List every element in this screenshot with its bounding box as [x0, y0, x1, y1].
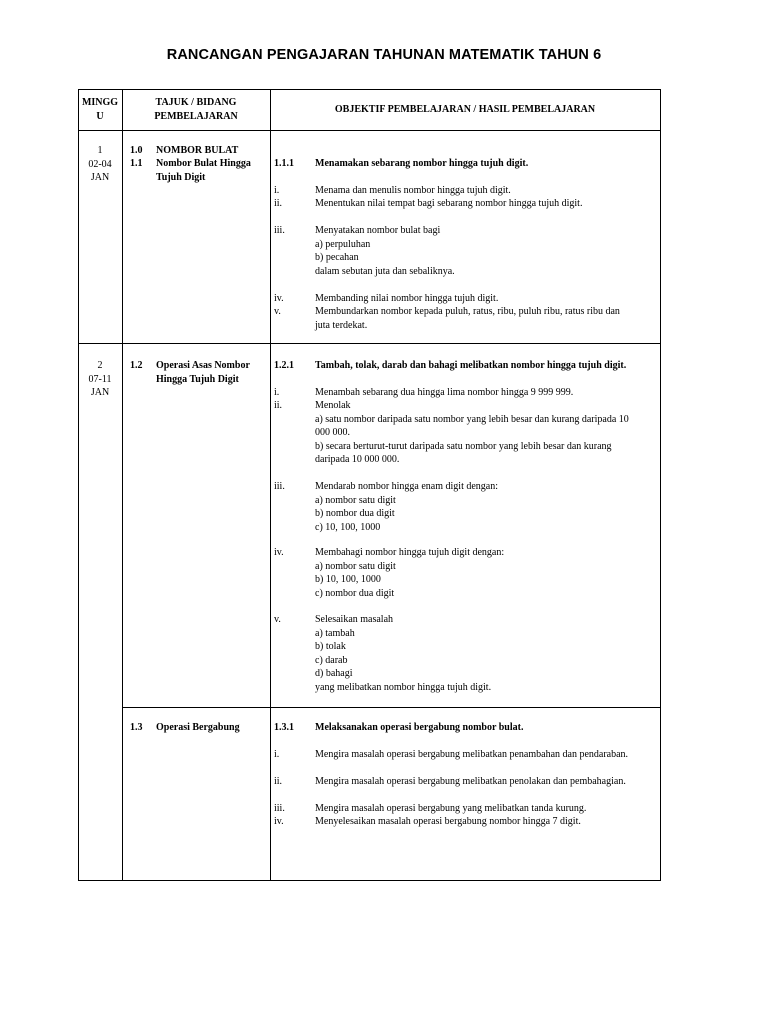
item-text: Mengira masalah operasi bergabung melibatkan penolakan dan pembahagian.	[315, 776, 626, 787]
item-text: Selesaikan masalah a) tambah b) tolak c) darab d) bahagi yang melibatkan nombor hingga tujuh digit.	[315, 614, 492, 693]
item-text: Membanding nilai nombor hingga tujuh digit.	[315, 293, 499, 304]
item-mark: iii.	[274, 481, 285, 492]
row-divider	[79, 343, 660, 344]
item-mark: i.	[274, 387, 280, 398]
topic-code: 1.2	[130, 360, 143, 371]
objective-code: 1.2.1	[274, 360, 294, 371]
topic-code: 1.3	[130, 722, 143, 733]
topic-title: Operasi Asas Nombor Hingga Tujuh Digit	[156, 360, 250, 385]
item-text: Membahagi nombor hingga tujuh digit dengan: a) nombor satu digit b) 10, 100, 1000 c) nombor dua digit	[315, 547, 505, 599]
item-mark: ii.	[274, 400, 283, 411]
item-text: Membundarkan nombor kepada puluh, ratus, ribu, puluh ribu, ratus ribu dan juta terdekat.	[315, 306, 620, 331]
item-text: Menyatakan nombor bulat bagi a) perpuluhan b) pecahan dalam sebutan juta dan sebaliknya.	[315, 225, 455, 277]
objective-title: Melaksanakan operasi bergabung nombor bulat.	[315, 722, 524, 733]
objective-title: Tambah, tolak, darab dan bahagi melibatkan nombor hingga tujuh digit.	[315, 360, 627, 371]
item-text: Mendarab nombor hingga enam digit dengan: a) nombor satu digit b) nombor dua digit c) 10, 100, 1000	[315, 481, 499, 533]
header-objektif: OBJEKTIF PEMBELAJARAN / HASIL PEMBELAJARAN	[334, 104, 596, 115]
objective-code: 1.3.1	[274, 722, 294, 733]
header-minggu: MINGG U	[81, 97, 119, 122]
topic-main-title: NOMBOR BULAT	[156, 145, 239, 156]
item-mark: v.	[274, 306, 281, 317]
item-text: Menentukan nilai tempat bagi sebarang nombor hingga tujuh digit.	[315, 198, 583, 209]
item-mark: iv.	[274, 816, 284, 827]
item-mark: ii.	[274, 776, 283, 787]
item-mark: v.	[274, 614, 281, 625]
item-text: Mengira masalah operasi bergabung melibatkan penambahan dan pendaraban.	[315, 749, 629, 760]
column-divider	[122, 90, 123, 880]
item-text: Menambah sebarang dua hingga lima nombor hingga 9 999 999.	[315, 387, 574, 398]
item-mark: i.	[274, 749, 280, 760]
column-divider	[270, 90, 271, 880]
item-mark: iii.	[274, 225, 285, 236]
row-divider	[122, 707, 660, 708]
week-cell: 2 07-11 JAN	[88, 360, 112, 398]
header-divider	[79, 130, 660, 131]
objective-code: 1.1.1	[274, 158, 294, 169]
week-cell: 1 02-04 JAN	[88, 145, 112, 183]
topic-title: Nombor Bulat Hingga Tujuh Digit	[156, 158, 251, 183]
page-title: RANCANGAN PENGAJARAN TAHUNAN MATEMATIK TAHUN 6	[166, 47, 602, 63]
item-mark: iv.	[274, 547, 284, 558]
objective-title: Menamakan sebarang nombor hingga tujuh digit.	[315, 158, 529, 169]
item-text: Menama dan menulis nombor hingga tujuh digit.	[315, 185, 511, 196]
item-mark: iii.	[274, 803, 285, 814]
topic-title: Operasi Bergabung	[156, 722, 240, 733]
item-mark: iv.	[274, 293, 284, 304]
topic-code: 1.0	[130, 145, 143, 156]
topic-code: 1.1	[130, 158, 143, 169]
item-text: Menolak a) satu nombor daripada satu nombor yang lebih besar dan kurang daripada 10 000 000. b) secara berturut-turut daripada satu nombor yang lebih besar dan kurang daripada 10 000 000.	[315, 400, 629, 465]
item-text: Mengira masalah operasi bergabung yang melibatkan tanda kurung.	[315, 803, 587, 814]
header-tajuk: TAJUK / BIDANG PEMBELAJARAN	[154, 97, 238, 122]
item-mark: ii.	[274, 198, 283, 209]
item-text: Menyelesaikan masalah operasi bergabung nombor hingga 7 digit.	[315, 816, 581, 827]
item-mark: i.	[274, 185, 280, 196]
